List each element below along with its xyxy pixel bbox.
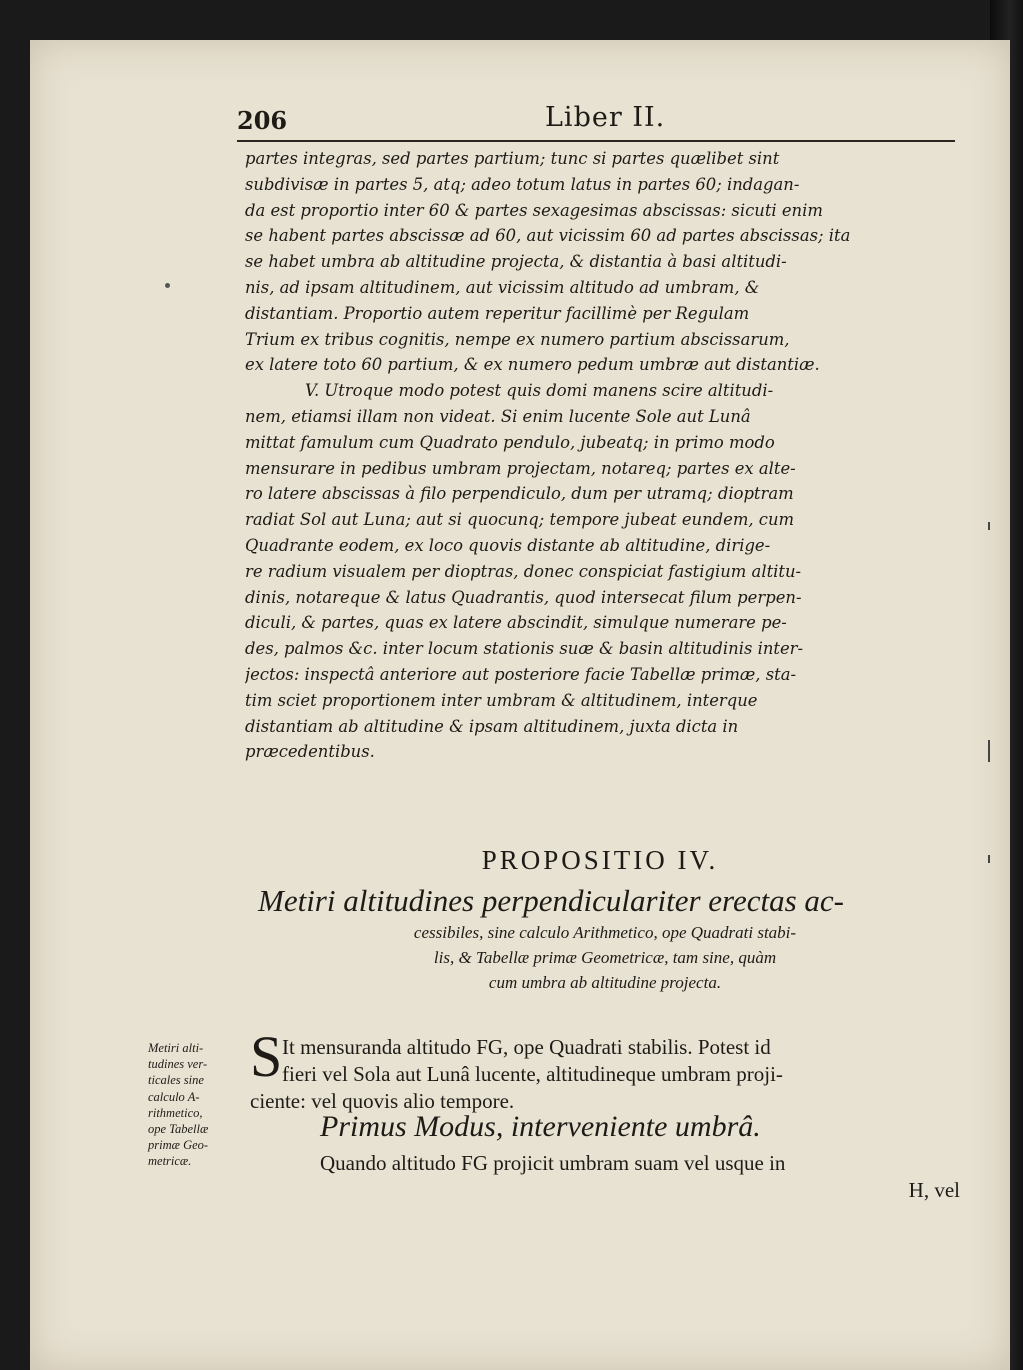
text-line: partes integras, sed partes partium; tunc si partes quælibet sint: [245, 149, 780, 168]
marginal-line: ticales sine: [148, 1073, 204, 1088]
text-line: subdivisæ in partes 5, atq; adeo totum latus in partes 60; indagan-: [245, 174, 800, 194]
text-line: mittat famulum cum Quadrato pendulo, jubeatq; in primo modo: [245, 432, 775, 452]
text-line: da est proportio inter 60 & partes sexagesimas abscissas: sicuti enim: [245, 200, 823, 220]
text-line: Quadrante eodem, ex loco quovis distante ab altitudine, dirige-: [245, 535, 771, 555]
text-line: Quando altitudo FG projicit umbram suam vel usque in: [320, 1151, 786, 1175]
modus-heading: Primus Modus, interveniente umbrâ.: [320, 1110, 761, 1143]
text-line: radiat Sol aut Luna; aut si quocunq; tempore jubeat eundem, cum: [245, 510, 795, 530]
text-line: jectos: inspectâ anteriore aut posteriore facie Tabellæ primæ, sta-: [245, 664, 797, 684]
text-line: se habet umbra ab altitudine projecta, & distantia à basi altitudi-: [245, 252, 787, 272]
marginal-line: metricæ.: [148, 1154, 192, 1169]
marginal-line: rithmetico,: [148, 1105, 203, 1120]
text-line: se habent partes abscissæ ad 60, aut vicissim 60 ad partes abscissas; ita: [245, 226, 851, 246]
text-line: ro latere abscissas à filo perpendiculo, dum per utramq; dioptram: [245, 484, 794, 504]
text-line: ciente: vel quovis alio tempore.: [250, 1089, 515, 1113]
marginal-line: primæ Geo-: [148, 1138, 209, 1153]
text-line: nis, ad ipsam altitudinem, aut vicissim altitudo ad umbram, &: [245, 277, 760, 297]
ink-mark: [988, 740, 990, 762]
text-line: dinis, notareque & latus Quadrantis, quod intersecat filum perpen-: [245, 587, 802, 607]
text-line: V. Utroque modo potest quis domi manens scire altitudi-: [305, 381, 774, 401]
text-line: des, palmos &c. inter locum stationis suæ & basin altitudinis inter-: [245, 639, 804, 659]
text-line: Trium ex tribus cognitis, nempe ex numero partium abscissarum,: [245, 329, 790, 349]
statement-line: Metiri altitudines perpendiculariter erectas ac-: [258, 883, 845, 918]
page-header: [237, 100, 955, 142]
ink-mark: [988, 522, 990, 530]
text-line: distantiam. Proportio autem reperitur facillimè per Regulam: [245, 303, 750, 323]
paragraph-two: [320, 1150, 960, 1204]
text-line: distantiam ab altitudine & ipsam altitudinem, juxta dicta in: [245, 716, 739, 736]
statement-line: lis, & Tabellæ primæ Geometricæ, tam sine, quàm: [433, 948, 777, 967]
text-line: H, vel: [908, 1178, 960, 1202]
statement-line: cum umbra ab altitudine projecta.: [488, 973, 722, 992]
text-line: tim sciet proportionem inter umbram & altitudinem, interque: [245, 690, 758, 710]
text-line: nem, etiamsi illam non videat. Si enim lucente Sole aut Lunâ: [245, 406, 751, 426]
text-line: diculi, & partes, quas ex latere abscindit, simulque numerare pe-: [245, 613, 787, 633]
text-line: It mensuranda altitudo FG, ope Quadrati stabilis. Potest id: [282, 1035, 771, 1059]
drop-cap: S: [250, 1024, 283, 1089]
statement-line: cessibiles, sine calculo Arithmetico, ope Quadrati stabi-: [413, 923, 797, 942]
body-text: [245, 146, 955, 765]
text-line: re radium visualem per dioptras, donec conspiciat fastigium altitu-: [245, 561, 802, 581]
text-line: præcedentibus.: [245, 742, 375, 762]
text-line: ex latere toto 60 partium, & ex numero pedum umbræ aut distantiæ.: [245, 355, 820, 375]
proposition-statement: [250, 882, 960, 995]
ink-mark: [988, 855, 990, 863]
page-number: 206: [237, 106, 288, 135]
text-line: fieri vel Sola aut Lunâ lucente, altitudineque umbram proji-: [282, 1062, 783, 1086]
marginal-line: ope Tabellæ: [148, 1122, 209, 1137]
proposition-title: PROPOSITIO IV.: [481, 845, 719, 875]
marginal-line: tudines ver-: [148, 1057, 208, 1072]
marginal-line: calculo A-: [148, 1089, 200, 1104]
ink-speck: [165, 283, 170, 288]
paragraph-one: [250, 1034, 955, 1115]
marginal-line: Metiri alti-: [148, 1041, 204, 1055]
marginal-note: [148, 1040, 248, 1170]
text-line: mensurare in pedibus umbram projectam, notareq; partes ex alte-: [245, 458, 796, 478]
running-head: Liber II.: [545, 102, 666, 133]
